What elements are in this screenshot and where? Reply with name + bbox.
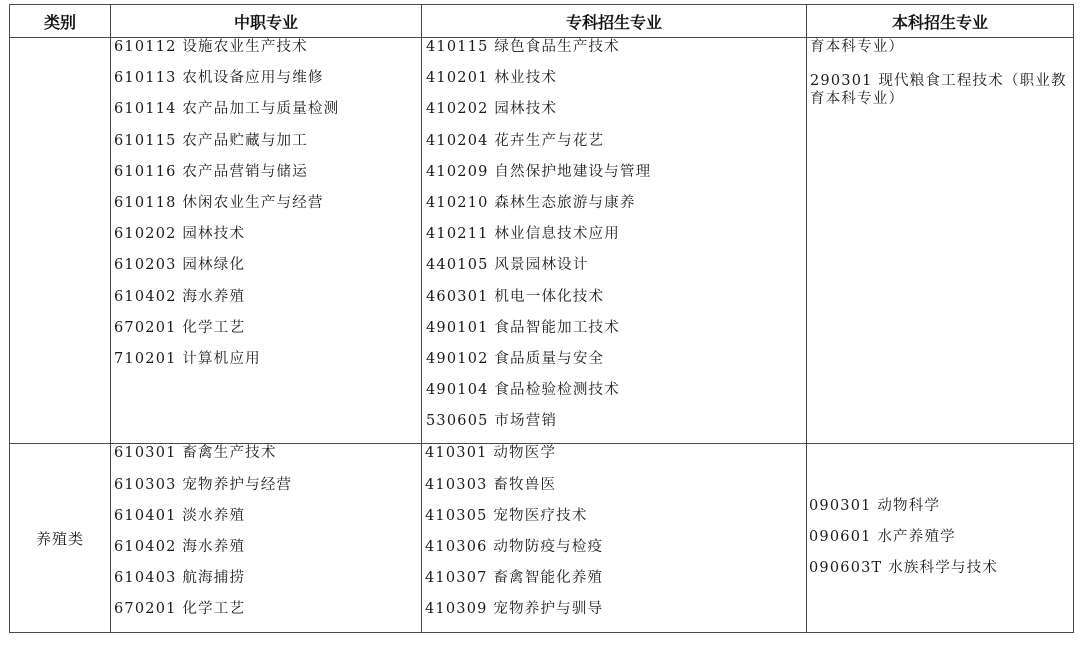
list-item: 090603T 水族科学与技术 [809,560,999,577]
list-item: 610403 航海捕捞 [114,570,246,587]
list-item: 610202 园林技术 [114,226,246,243]
list-item: 490102 食品质量与安全 [426,350,605,367]
list-item: 610114 农产品加工与质量检测 [114,101,340,118]
list-item: 410303 畜牧兽医 [425,476,557,493]
header-category: 类别 [10,5,111,38]
list-item: 610112 设施农业生产技术 [114,39,308,55]
category-cell [10,38,111,444]
list-item: 490101 食品智能加工技术 [426,319,620,336]
table-row [10,38,1074,444]
list-item: 410301 动物医学 [425,445,557,462]
list-item: 090601 水产养殖学 [809,528,956,545]
header-vocational: 专科招生专业 [422,5,807,38]
vocational-cell [422,444,807,633]
undergraduate-cell [807,444,1074,633]
list-item: 410115 绿色食品生产技术 [426,39,620,55]
list-item: 610401 淡水养殖 [114,507,246,524]
undergraduate-cell [807,38,1074,444]
list-item: 410209 自然保护地建设与管理 [426,163,652,180]
list-item: 530605 市场营销 [426,413,558,430]
header-undergraduate: 本科招生专业 [807,5,1074,38]
list-item: 410307 畜禽智能化养殖 [425,570,604,587]
list-item: 610402 海水养殖 [114,539,246,555]
header-secondary: 中职专业 [111,5,422,38]
list-item: 610203 园林绿化 [114,257,246,274]
list-item: 290301 现代粮食工程技术（职业教育本科专业） [810,73,1067,107]
secondary-cell [111,38,422,444]
list-item: 710201 计算机应用 [114,350,261,367]
list-item: 670201 化学工艺 [114,601,246,618]
list-item: 610301 畜禽生产技术 [114,445,277,462]
list-item: 610303 宠物养护与经营 [114,476,293,493]
category-cell: 养殖类 [10,444,111,633]
list-item: 610116 农产品营销与储运 [114,163,308,180]
list-item: 610113 农机设备应用与维修 [114,70,324,87]
list-item: 610118 休闲农业生产与经营 [114,194,324,211]
majors-table [9,4,1074,633]
list-item: 610402 海水养殖 [114,288,246,305]
list-item: 440105 风景园林设计 [426,257,589,274]
list-item: 410204 花卉生产与花艺 [426,132,605,149]
list-item: 490104 食品检验检测技术 [426,382,620,399]
table-row [10,444,1074,633]
list-item: 410309 宠物养护与驯导 [425,601,604,618]
undergraduate-list [807,487,1073,591]
list-item: 育本科专业） [810,39,905,55]
list-item: 670201 化学工艺 [114,319,246,336]
list-item: 410306 动物防疫与检疫 [425,539,604,555]
list-item: 410202 园林技术 [426,101,558,118]
header-row [10,5,1074,38]
list-item: 410305 宠物医疗技术 [425,507,588,524]
list-item: 410211 林业信息技术应用 [426,226,620,243]
list-item: 090301 动物科学 [809,497,941,514]
vocational-cell [422,38,807,444]
list-item: 610115 农产品贮藏与加工 [114,132,308,149]
list-item: 410210 森林生态旅游与康养 [426,194,636,211]
list-item: 410201 林业技术 [426,70,558,87]
secondary-cell [111,444,422,633]
list-item: 460301 机电一体化技术 [426,288,605,305]
